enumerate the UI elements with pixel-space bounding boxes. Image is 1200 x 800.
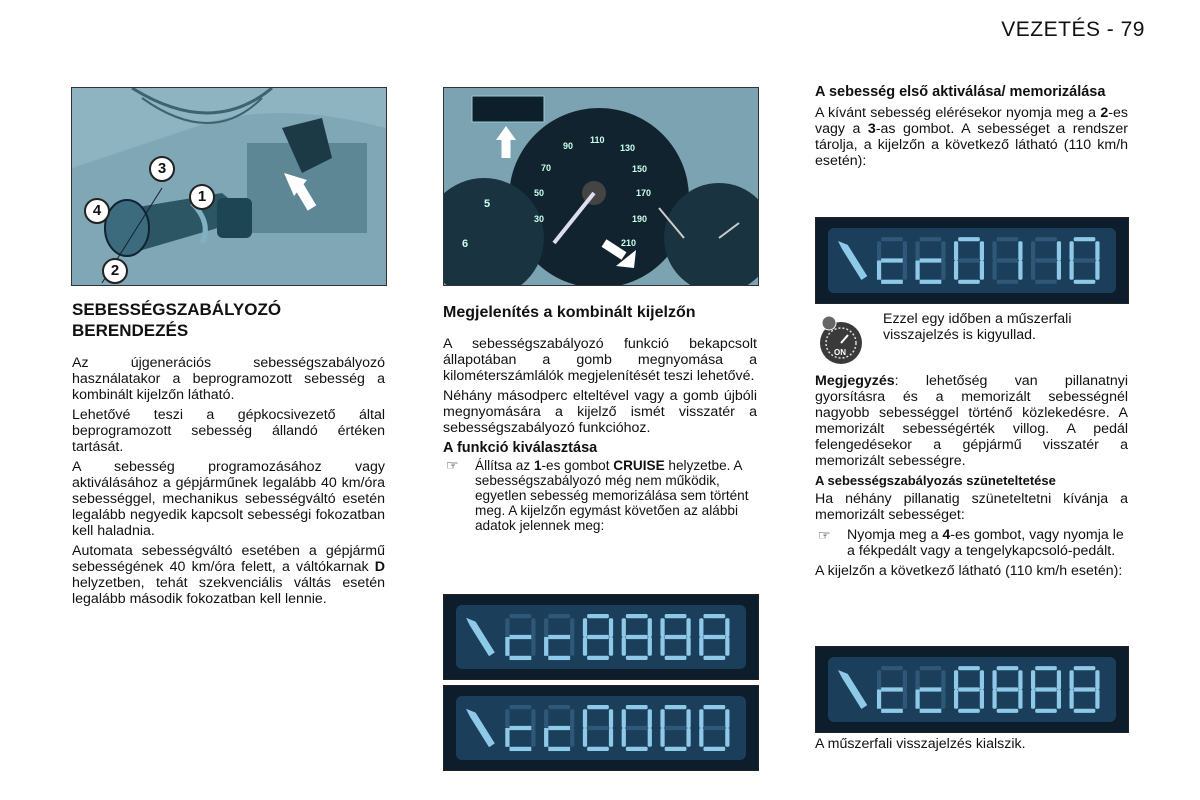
lcd-screen xyxy=(828,228,1116,293)
steering-stalk-figure xyxy=(71,87,387,286)
lcd-segment xyxy=(626,656,648,660)
lcd-segment xyxy=(903,690,907,709)
lcd-segment xyxy=(992,670,996,689)
lcd-segment xyxy=(505,637,509,656)
lcd-digit xyxy=(699,614,729,660)
lcd-segment xyxy=(703,635,725,639)
lcd-segment xyxy=(609,709,613,728)
lcd-display xyxy=(443,594,759,680)
lcd-segment xyxy=(648,709,652,728)
lcd-segment xyxy=(699,618,703,637)
lcd-segment xyxy=(665,614,687,618)
lcd-segment xyxy=(1035,237,1057,241)
lcd-segment xyxy=(531,637,535,656)
text: : lehetőség van pillanatnyi gyorsításra és a memorizált sebességnél nagyobb sebességgel történő közlekedésre. A memorizált sebességérték villog. A pedál felengedésekor a gépjármű visszatér a memorizált sebességre. xyxy=(815,373,1128,469)
column-3-lower xyxy=(815,373,1128,583)
lcd-segment xyxy=(570,618,574,637)
lcd-segment xyxy=(877,670,881,689)
lcd-segment xyxy=(587,726,609,730)
lcd-segment xyxy=(980,690,984,709)
lcd-segment xyxy=(583,637,587,656)
lcd-segment xyxy=(1074,258,1096,262)
lcd-segment xyxy=(1035,687,1057,691)
lcd-digit xyxy=(1069,666,1099,713)
lcd-segment xyxy=(1074,709,1096,713)
lcd-segment xyxy=(531,728,535,747)
lcd-segment xyxy=(1069,670,1073,689)
lcd-segment xyxy=(877,261,881,280)
label-2-callout: 2 xyxy=(102,258,128,284)
lcd-segment xyxy=(954,670,958,689)
lcd-digit xyxy=(954,237,984,284)
lcd-segment xyxy=(531,709,535,728)
lcd-segment xyxy=(941,690,945,709)
lcd-segment xyxy=(544,709,548,728)
lcd-segment xyxy=(686,728,690,747)
lcd-segment xyxy=(997,280,1019,284)
lcd-segment xyxy=(920,258,942,262)
lcd-segment xyxy=(544,637,548,656)
lcd-digit xyxy=(660,705,690,751)
lcd-segment xyxy=(877,690,881,709)
lcd-segment xyxy=(1018,690,1022,709)
label-4-callout: 4 xyxy=(84,198,110,224)
column-1 xyxy=(72,299,385,611)
lcd-segment xyxy=(954,241,958,260)
lcd-segment xyxy=(1069,261,1073,280)
lcd-segment xyxy=(548,656,570,660)
text: -as gombot. A sebességet a rendszer tárolja, a kijelzőn a következő látható (110 km/h esetén): xyxy=(815,121,1128,169)
lcd-segment xyxy=(648,618,652,637)
steering-stalk-illustration xyxy=(72,88,386,285)
lcd-digit xyxy=(877,666,907,713)
lcd-segment xyxy=(881,280,903,284)
lcd-segment xyxy=(725,709,729,728)
lcd-segment xyxy=(622,728,626,747)
section-heading: Megjelenítés a kombinált kijelzőn xyxy=(443,304,696,321)
bold-text: 1 xyxy=(533,458,542,473)
column-3-icon-text xyxy=(883,311,1127,347)
lcd-segment xyxy=(665,747,687,751)
lcd-segment xyxy=(660,637,664,656)
lcd-digit xyxy=(992,237,1022,284)
lcd-segment xyxy=(510,635,532,639)
section-heading: SEBESSÉGSZABÁLYOZÓ BERENDEZÉS xyxy=(72,300,282,340)
lcd-segment xyxy=(548,726,570,730)
lcd-segment xyxy=(954,690,958,709)
lcd-segment xyxy=(997,709,1019,713)
lcd-segment xyxy=(510,705,532,709)
lcd-segment xyxy=(881,709,903,713)
column-3-footer xyxy=(815,736,1128,756)
lcd-segment xyxy=(915,690,919,709)
speedometer-icon xyxy=(815,313,867,365)
lcd-segment xyxy=(997,666,1019,670)
lcd-segment xyxy=(505,618,509,637)
lcd-segment xyxy=(877,241,881,260)
lcd-segment xyxy=(587,705,609,709)
lcd-digit xyxy=(954,666,984,713)
lcd-digit xyxy=(544,705,574,751)
paragraph: Ha néhány pillanatig szüneteltetni kívánja a memorizált sebességet: xyxy=(815,491,1128,523)
lcd-segment xyxy=(1074,687,1096,691)
lcd-digit xyxy=(622,614,652,660)
lcd-segment xyxy=(686,618,690,637)
lcd-segment xyxy=(622,618,626,637)
gauge-number: 190 xyxy=(632,214,648,224)
lcd-digit xyxy=(992,666,1022,713)
lcd-digit xyxy=(505,614,535,660)
lcd-segment xyxy=(1035,258,1057,262)
lcd-segment xyxy=(941,241,945,260)
lcd-segment xyxy=(609,637,613,656)
lcd-segment xyxy=(570,728,574,747)
text: helyzetben, tehát szekvenciális váltás esetén legalább második fokozatban kell lennie. xyxy=(72,575,385,607)
lcd-segment xyxy=(544,728,548,747)
lcd-segment xyxy=(699,637,703,656)
lcd-segment xyxy=(548,614,570,618)
lcd-digit xyxy=(622,705,652,751)
lcd-segment xyxy=(903,261,907,280)
gauge-number: 110 xyxy=(590,135,605,145)
wrench-icon xyxy=(466,709,495,747)
lcd-segment xyxy=(958,687,980,691)
lcd-segment xyxy=(703,656,725,660)
paragraph xyxy=(815,373,1128,469)
lcd-segment xyxy=(626,705,648,709)
lcd-segment xyxy=(958,666,980,670)
lcd-segment xyxy=(703,705,725,709)
lcd-segment xyxy=(660,709,664,728)
lcd-segment xyxy=(958,258,980,262)
lcd-segment xyxy=(920,237,942,241)
lcd-digit xyxy=(1069,237,1099,284)
lcd-segment xyxy=(725,728,729,747)
lcd-segment xyxy=(1018,261,1022,280)
text: helyzetbe. A sebességszabályozó még nem működik, egyetlen sebesség memorizálása sem történt meg. A kijelzőn egymást követően az alábbi adatok jelennek meg: xyxy=(475,458,749,533)
lcd-segment xyxy=(583,618,587,637)
lcd-segment xyxy=(1031,241,1035,260)
text: A kívánt sebesség elérésekor nyomja meg a xyxy=(815,105,1101,121)
bold-text: 4 xyxy=(942,527,951,543)
lcd-segment xyxy=(941,670,945,689)
lcd-segment xyxy=(980,261,984,280)
lcd-segment xyxy=(1057,261,1061,280)
gauge-number: 50 xyxy=(534,188,545,198)
lcd-segment xyxy=(510,726,532,730)
lcd-digit xyxy=(1031,237,1061,284)
lcd-display xyxy=(443,685,759,771)
lcd-segment xyxy=(548,705,570,709)
lcd-segment xyxy=(941,261,945,280)
gauge-number: 210 xyxy=(621,238,637,248)
lcd-segment xyxy=(1074,280,1096,284)
gauge-number: 150 xyxy=(632,164,648,174)
gauge-number: 70 xyxy=(541,163,552,173)
lcd-segment xyxy=(587,656,609,660)
label-3-callout: 3 xyxy=(149,156,175,182)
lcd-segment xyxy=(920,666,942,670)
bullet-item xyxy=(815,527,1128,559)
lcd-digit xyxy=(583,705,613,751)
bold-text: 3 xyxy=(867,121,876,137)
instrument-cluster-figure xyxy=(443,87,759,286)
section-heading: A sebesség első aktiválása/ memorizálása xyxy=(815,84,1106,100)
lcd-segment xyxy=(1035,709,1057,713)
lcd-digit xyxy=(915,666,945,713)
lcd-segment xyxy=(665,726,687,730)
lcd-segment xyxy=(626,747,648,751)
bold-text: 2 xyxy=(1100,105,1109,121)
lcd-segment xyxy=(992,690,996,709)
lcd-segment xyxy=(648,728,652,747)
column-2 xyxy=(443,302,757,533)
lcd-segment xyxy=(1095,241,1099,260)
lcd-segment xyxy=(626,614,648,618)
lcd-segment xyxy=(703,614,725,618)
lcd-segment xyxy=(699,709,703,728)
lcd-segments xyxy=(456,696,746,760)
lcd-segment xyxy=(915,261,919,280)
column-3 xyxy=(815,84,1128,173)
lcd-segment xyxy=(1031,670,1035,689)
lcd-screen xyxy=(828,657,1116,722)
lcd-segment xyxy=(881,237,903,241)
gauge-number: 90 xyxy=(563,141,574,151)
lcd-segment xyxy=(510,747,532,751)
lcd-segment xyxy=(665,705,687,709)
lcd-segment xyxy=(1035,280,1057,284)
lcd-segments xyxy=(456,605,746,669)
cruise-control-warning-icon xyxy=(815,313,867,365)
page-header: VEZETÉS - 79 xyxy=(1001,18,1145,41)
paragraph xyxy=(72,543,385,607)
text: Nyomja meg a xyxy=(847,527,943,543)
text: Állítsa az xyxy=(475,458,534,473)
lcd-digit xyxy=(583,614,613,660)
subheading: A funkció kiválasztása xyxy=(443,440,598,456)
lcd-segments xyxy=(828,657,1116,722)
text: -es vagy a xyxy=(815,105,1128,137)
lcd-segment xyxy=(958,709,980,713)
lcd-segment xyxy=(1057,241,1061,260)
lcd-segment xyxy=(881,687,903,691)
lcd-segment xyxy=(881,666,903,670)
lcd-segment xyxy=(587,635,609,639)
lcd-segment xyxy=(699,728,703,747)
lcd-segment xyxy=(903,670,907,689)
lcd-segment xyxy=(954,261,958,280)
lcd-segment xyxy=(660,728,664,747)
lcd-segment xyxy=(548,747,570,751)
lcd-digit xyxy=(915,237,945,284)
lcd-segment xyxy=(505,709,509,728)
lcd-segment xyxy=(1035,666,1057,670)
lcd-segment xyxy=(686,637,690,656)
gauge-number: 30 xyxy=(534,214,545,224)
lcd-segment xyxy=(997,687,1019,691)
paragraph: A sebesség programozásához vagy aktiválásához a gépjárműnek legalább 40 km/óra sebességgel, mechanikus sebességváltó esetén legalább negyedik kapcsolt sebességi fokozatban kell haladnia. xyxy=(72,459,385,539)
lcd-segment xyxy=(622,709,626,728)
lcd-segment xyxy=(992,261,996,280)
icon-on-label: ON xyxy=(834,348,846,357)
gauge-number: 5 xyxy=(484,198,491,210)
lcd-segment xyxy=(1018,670,1022,689)
lcd-segment xyxy=(915,670,919,689)
lcd-segment xyxy=(903,241,907,260)
lcd-segment xyxy=(915,241,919,260)
paragraph: Néhány másodperc elteltével vagy a gomb újbóli megnyomására a kijelző ismét visszatér a sebességszabályozó funkcióhoz. xyxy=(443,388,757,436)
subheading: A sebességszabályozás szüneteltetése xyxy=(815,473,1056,488)
lcd-segment xyxy=(622,637,626,656)
bullet-item xyxy=(443,458,757,533)
lcd-segment xyxy=(1095,261,1099,280)
lcd-segment xyxy=(1095,690,1099,709)
lcd-segment xyxy=(583,709,587,728)
label-1-callout: 1 xyxy=(189,184,215,210)
lcd-digit xyxy=(699,705,729,751)
lcd-display xyxy=(815,646,1129,733)
lcd-segment xyxy=(510,614,532,618)
lcd-digit xyxy=(505,705,535,751)
lcd-segment xyxy=(686,709,690,728)
paragraph: A kijelzőn a következő látható (110 km/h esetén): xyxy=(815,563,1123,579)
lcd-segment xyxy=(665,656,687,660)
lcd-segment xyxy=(980,670,984,689)
lcd-digit xyxy=(544,614,574,660)
lcd-segment xyxy=(648,637,652,656)
lcd-digit xyxy=(1031,666,1061,713)
lcd-segment xyxy=(1095,670,1099,689)
lcd-segment xyxy=(587,614,609,618)
text: Automata sebességváltó esetében a gépjármű sebességének 40 km/óra felett, a váltókarnak xyxy=(72,543,385,575)
lcd-segment xyxy=(1069,690,1073,709)
gauge-number: 130 xyxy=(620,143,636,153)
lcd-segment xyxy=(570,709,574,728)
lcd-display xyxy=(815,217,1129,304)
lcd-segment xyxy=(1018,241,1022,260)
paragraph: A műszerfali visszajelzés kialszik. xyxy=(815,736,1026,752)
gauge-number: 6 xyxy=(462,238,469,250)
paragraph: A sebességszabályozó funkció bekapcsolt állapotában a gomb megnyomása a kilométerszámlálók megjelenítését teszi lehetővé. xyxy=(443,336,757,384)
lcd-segment xyxy=(583,728,587,747)
lcd-segment xyxy=(609,618,613,637)
lcd-segment xyxy=(665,635,687,639)
gauge-number: 170 xyxy=(636,188,652,198)
lcd-segment xyxy=(626,726,648,730)
wrench-icon xyxy=(838,670,867,709)
lcd-segment xyxy=(587,747,609,751)
bold-text: Megjegyzés xyxy=(815,373,895,389)
lcd-segment xyxy=(992,241,996,260)
lcd-segment xyxy=(703,726,725,730)
bold-text: D xyxy=(374,559,385,575)
lcd-segment xyxy=(531,618,535,637)
lcd-screen xyxy=(456,605,746,669)
paragraph xyxy=(815,105,1128,169)
lcd-digit xyxy=(660,614,690,660)
paragraph: Az újgenerációs sebességszabályozó használatakor a beprogramozott sebesség a kombinált kijelzőn látható. xyxy=(72,355,385,403)
lcd-segment xyxy=(1057,690,1061,709)
paragraph: Ezzel egy időben a műszerfali visszajelzés is kigyullad. xyxy=(883,311,1072,343)
wrench-icon xyxy=(838,241,867,280)
lcd-segment xyxy=(920,280,942,284)
lcd-digit xyxy=(877,237,907,284)
lcd-segment xyxy=(510,656,532,660)
lcd-segment xyxy=(1057,670,1061,689)
text: -es gombot, vagy nyomja le a fékpedált vagy a tengelykapcsoló-pedált. xyxy=(847,527,1124,559)
lcd-segment xyxy=(980,241,984,260)
lcd-segment xyxy=(1074,237,1096,241)
lcd-segment xyxy=(920,687,942,691)
lcd-segment xyxy=(725,637,729,656)
paragraph: Lehetővé teszi a gépkocsivezető által beprogramozott sebesség állandó értéken tartását. xyxy=(72,407,385,455)
pointing-hand-icon: ☞ xyxy=(818,527,831,543)
lcd-segment xyxy=(548,635,570,639)
lcd-segment xyxy=(1031,690,1035,709)
lcd-segment xyxy=(1069,241,1073,260)
lcd-segment xyxy=(505,728,509,747)
lcd-segment xyxy=(609,728,613,747)
lcd-segment xyxy=(725,618,729,637)
lcd-segment xyxy=(997,237,1019,241)
lcd-segment xyxy=(1031,261,1035,280)
lcd-segment xyxy=(920,709,942,713)
lcd-segment xyxy=(1074,666,1096,670)
lcd-segment xyxy=(958,237,980,241)
lcd-segment xyxy=(570,637,574,656)
lcd-segment xyxy=(544,618,548,637)
lcd-segment xyxy=(626,635,648,639)
lcd-screen xyxy=(456,696,746,760)
lcd-segment xyxy=(660,618,664,637)
instrument-cluster-illustration xyxy=(444,88,758,285)
lcd-segment xyxy=(881,258,903,262)
lcd-segment xyxy=(703,747,725,751)
lcd-segment xyxy=(997,258,1019,262)
bold-text: CRUISE xyxy=(613,458,665,473)
text: -es gombot xyxy=(541,458,614,473)
wrench-icon xyxy=(466,618,495,656)
lcd-segment xyxy=(958,280,980,284)
pointing-hand-icon: ☞ xyxy=(446,457,459,473)
lcd-segments xyxy=(828,228,1116,293)
